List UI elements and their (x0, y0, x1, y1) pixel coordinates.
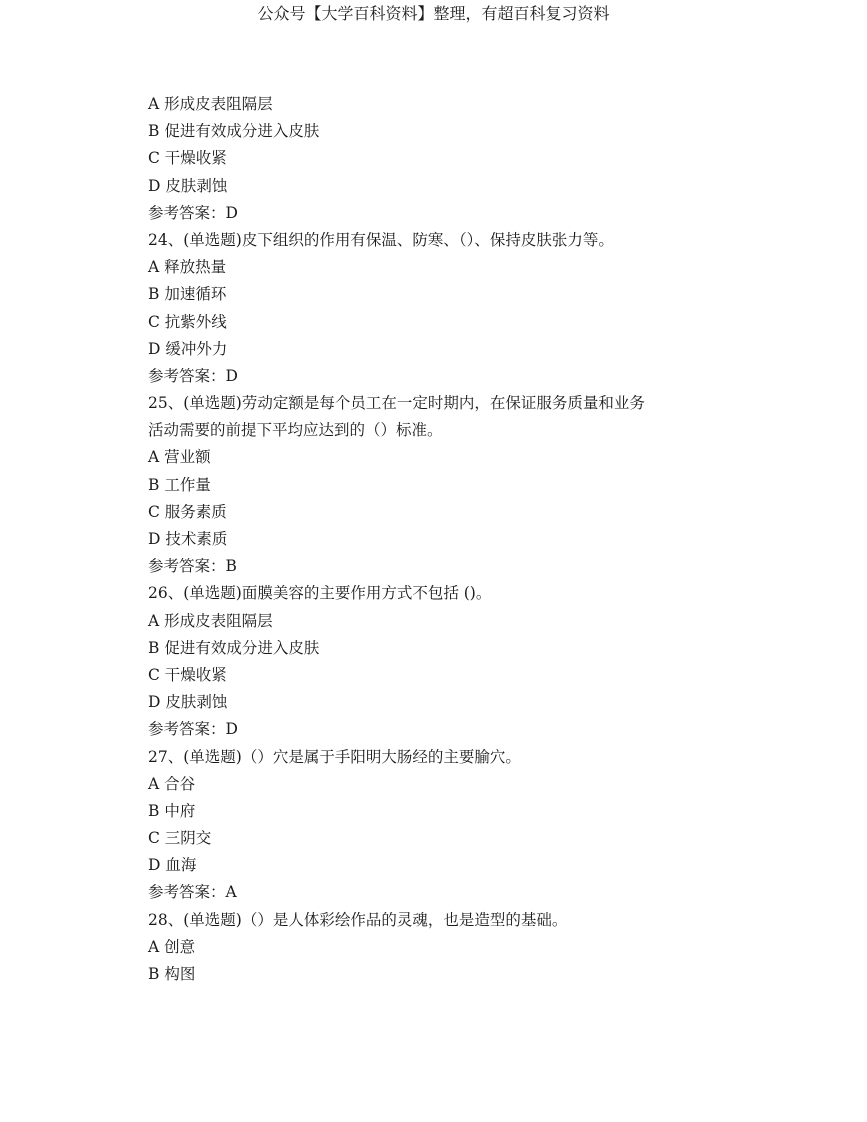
option-b: B 促进有效成分进入皮肤 (148, 122, 320, 141)
option-c: C 三阴交 (148, 829, 212, 848)
option-d: D 血海 (148, 856, 197, 875)
option-a: A 创意 (148, 937, 196, 956)
question-27: 27、(单选题)（）穴是属于手阳明大肠经的主要腧穴。 (148, 747, 521, 766)
option-b: B 构图 (148, 965, 196, 983)
option-a: A 营业额 (148, 448, 211, 467)
option-c: C 干燥收紧 (148, 665, 227, 684)
option-b: B 中府 (148, 801, 196, 820)
question-26: 26、(单选题)面膜美容的主要作用方式不包括 ()。 (148, 584, 492, 603)
option-b: B 工作量 (148, 475, 211, 494)
answer-line: 参考答案：B (148, 557, 237, 576)
option-b: B 加速循环 (148, 285, 227, 304)
question-24: 24、(单选题)皮下组织的作用有保温、防寒、（）、保持皮肤张力等。 (148, 230, 614, 249)
option-c: C 服务素质 (148, 502, 227, 521)
question-25-continued: 活动需要的前提下平均应达到的（）标准。 (148, 421, 443, 440)
option-b: B 促进有效成分进入皮肤 (148, 638, 320, 657)
option-d: D 皮肤剥蚀 (148, 176, 228, 195)
page-header: 公众号【大学百科资料】整理，有超百科复习资料 (257, 4, 610, 23)
option-c: C 抗紫外线 (148, 312, 227, 331)
question-28: 28、(单选题)（）是人体彩绘作品的灵魂，也是造型的基础。 (148, 910, 568, 929)
answer-line: 参考答案：D (148, 203, 238, 222)
option-c: C 干燥收紧 (148, 149, 227, 168)
option-a: A 形成皮表阻隔层 (148, 611, 273, 630)
option-d: D 技术素质 (148, 530, 228, 548)
option-d: D 缓冲外力 (148, 339, 228, 358)
answer-line: 参考答案：A (148, 883, 237, 902)
option-a: A 形成皮表阻隔层 (148, 95, 273, 113)
document-body (148, 91, 728, 988)
answer-line: 参考答案：D (148, 720, 238, 739)
option-d: D 皮肤剥蚀 (148, 693, 228, 712)
answer-line: 参考答案：D (148, 366, 238, 385)
option-a: A 释放热量 (148, 258, 227, 277)
question-25: 25、(单选题)劳动定额是每个员工在一定时期内，在保证服务质量和业务 (148, 394, 645, 413)
option-a: A 合谷 (148, 774, 196, 793)
